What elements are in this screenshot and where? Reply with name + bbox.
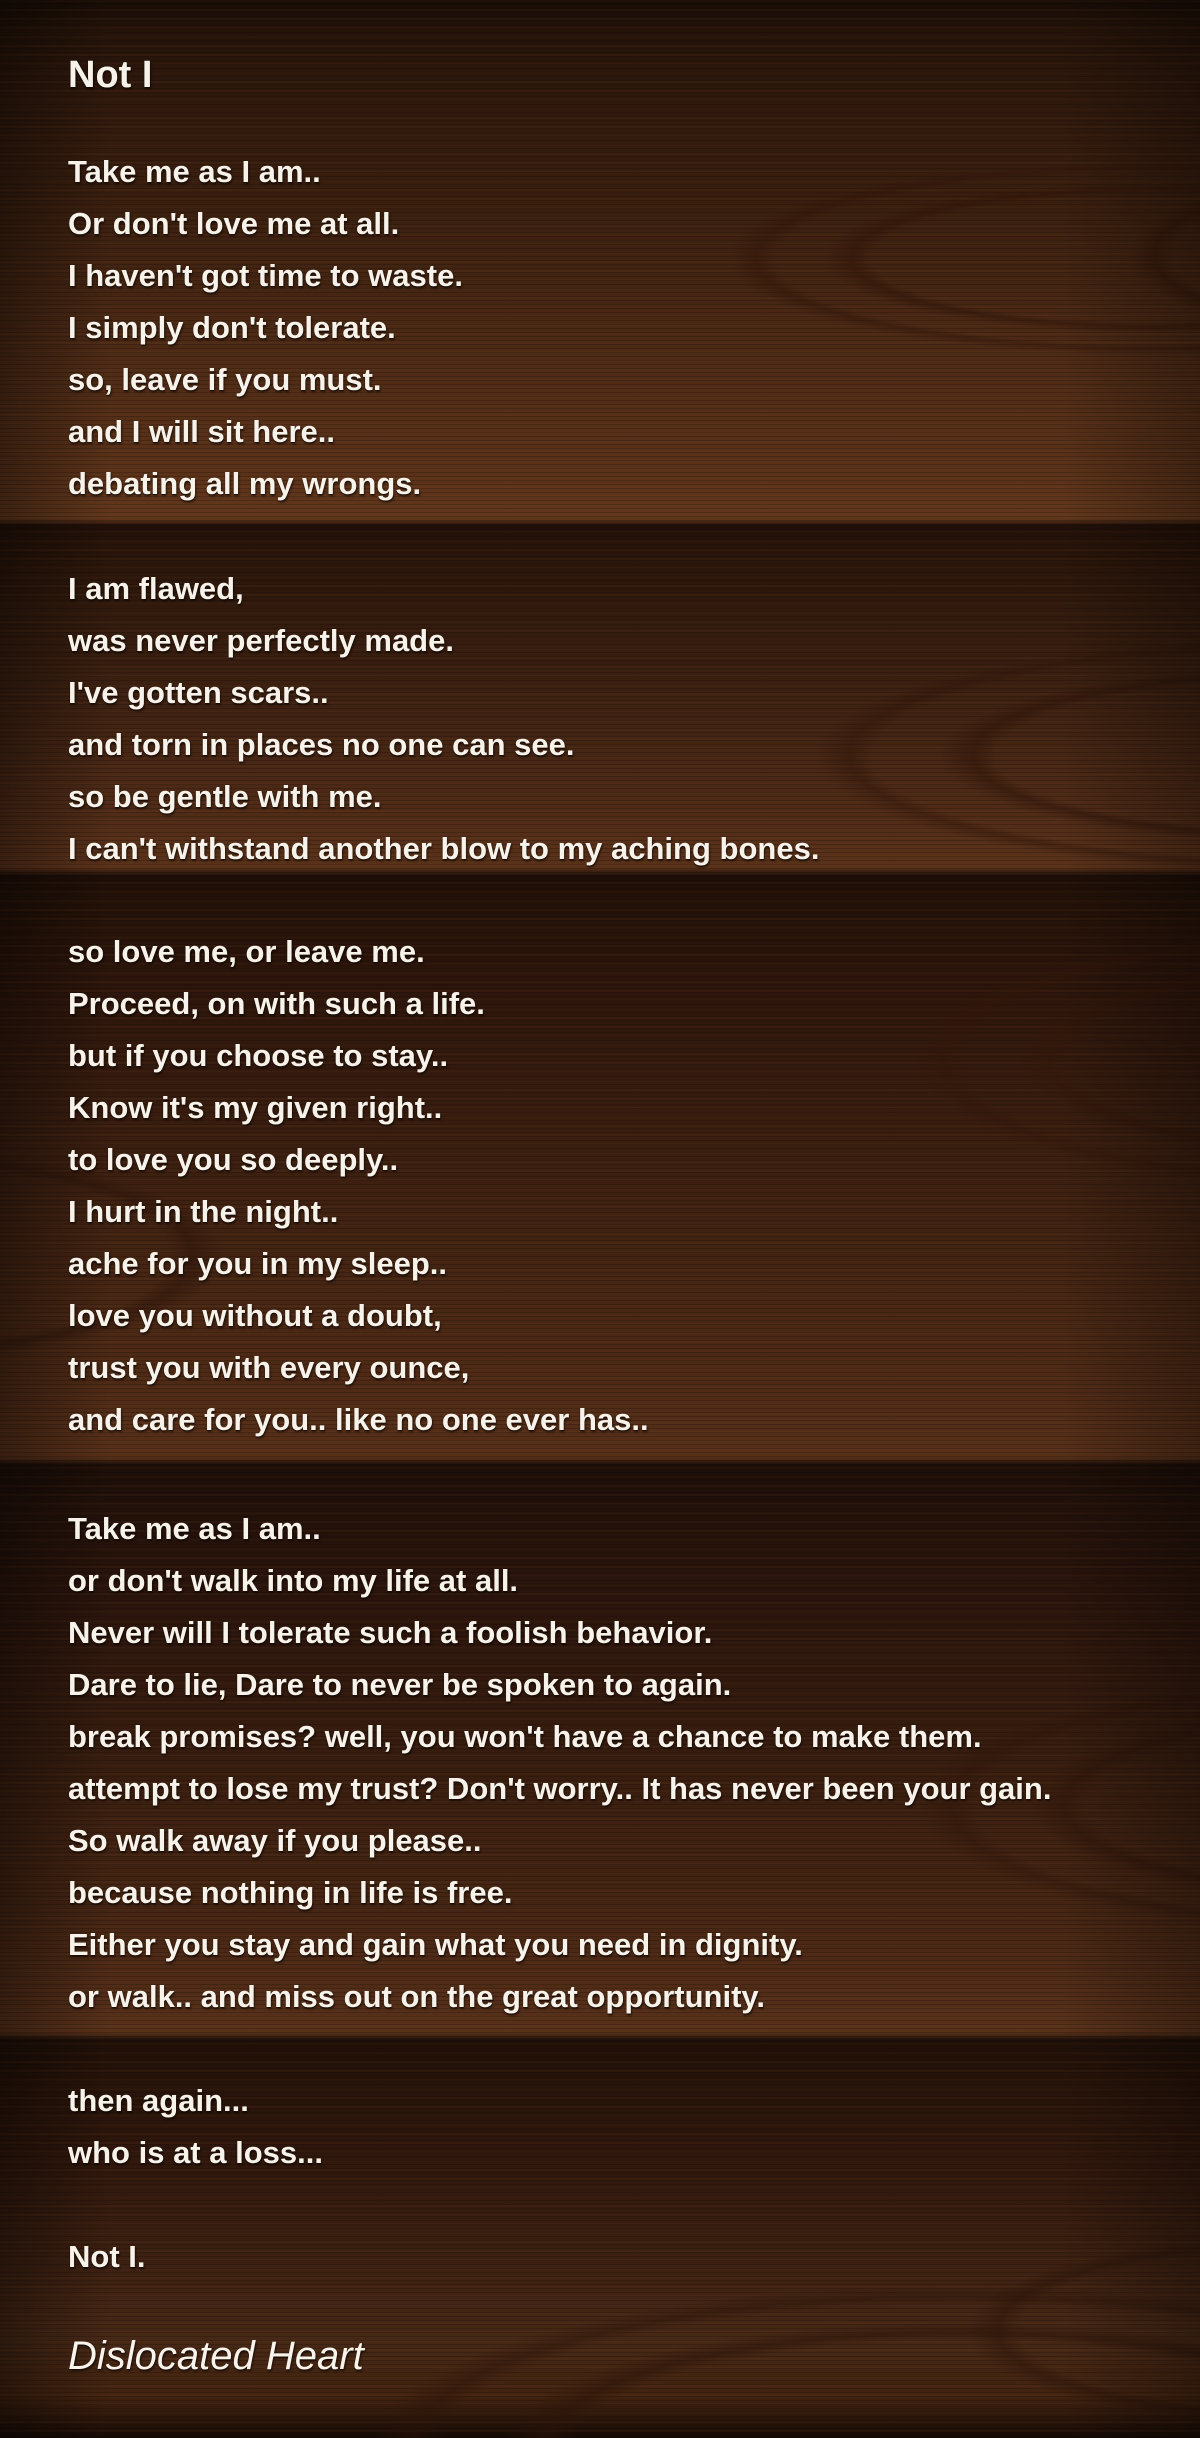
poem-stanza-1 (68, 146, 463, 510)
poem-line: debating all my wrongs. (68, 466, 422, 501)
poem-line: I simply don't tolerate. (68, 310, 396, 345)
poem-line: I am flawed, (68, 571, 244, 606)
poem-line: and care for you.. like no one ever has.. (68, 1402, 649, 1437)
poem-line: or don't walk into my life at all. (68, 1563, 519, 1598)
poem-line: Know it's my given right.. (68, 1090, 443, 1125)
poem-line: love you without a doubt, (68, 1298, 442, 1333)
poem-line: ache for you in my sleep.. (68, 1246, 448, 1281)
poem-line: then again... (68, 2083, 249, 2118)
poem-line: to love you so deeply.. (68, 1142, 399, 1177)
poem-line: I've gotten scars.. (68, 675, 329, 710)
poem-stanza-2 (68, 563, 819, 875)
poem-line: and torn in places no one can see. (68, 727, 575, 762)
poem-line: Proceed, on with such a life. (68, 986, 485, 1021)
poem-line: or walk.. and miss out on the great opportunity. (68, 1979, 765, 2014)
poem-line: who is at a loss... (68, 2135, 323, 2170)
poem-line: I can't withstand another blow to my aching bones. (68, 831, 820, 866)
poem-line: So walk away if you please.. (68, 1823, 482, 1858)
poem-line: so love me, or leave me. (68, 934, 425, 969)
poem-line: so, leave if you must. (68, 362, 382, 397)
poem-line: Dare to lie, Dare to never be spoken to again. (68, 1667, 732, 1702)
poem-line: Either you stay and gain what you need in dignity. (68, 1927, 803, 1962)
poem-line: was never perfectly made. (68, 623, 454, 658)
poem-stanza-closing (68, 2231, 146, 2283)
poem-stanza-4 (68, 1503, 1051, 2023)
poem-line: because nothing in life is free. (68, 1875, 513, 1910)
poem-line: and I will sit here.. (68, 414, 336, 449)
poem-stanza-5 (68, 2075, 323, 2179)
poem-line: so be gentle with me. (68, 779, 382, 814)
poem-closing-line: Not I. (68, 2239, 146, 2274)
poem-line: break promises? well, you won't have a chance to make them. (68, 1719, 982, 1754)
poem-author-signature: Dislocated Heart (68, 2334, 364, 2378)
poem-title: Not I (68, 54, 153, 96)
poem-line: Or don't love me at all. (68, 206, 400, 241)
poem-stanza-3 (68, 926, 649, 1446)
poem-line: I hurt in the night.. (68, 1194, 339, 1229)
poem-line: Take me as I am.. (68, 1511, 321, 1546)
poem-line: Never will I tolerate such a foolish behavior. (68, 1615, 713, 1650)
poem-line: I haven't got time to waste. (68, 258, 463, 293)
poem-line: but if you choose to stay.. (68, 1038, 449, 1073)
poem-line: attempt to lose my trust? Don't worry.. It has never been your gain. (68, 1771, 1052, 1806)
poem-line: trust you with every ounce, (68, 1350, 470, 1385)
poem-line: Take me as I am.. (68, 154, 321, 189)
